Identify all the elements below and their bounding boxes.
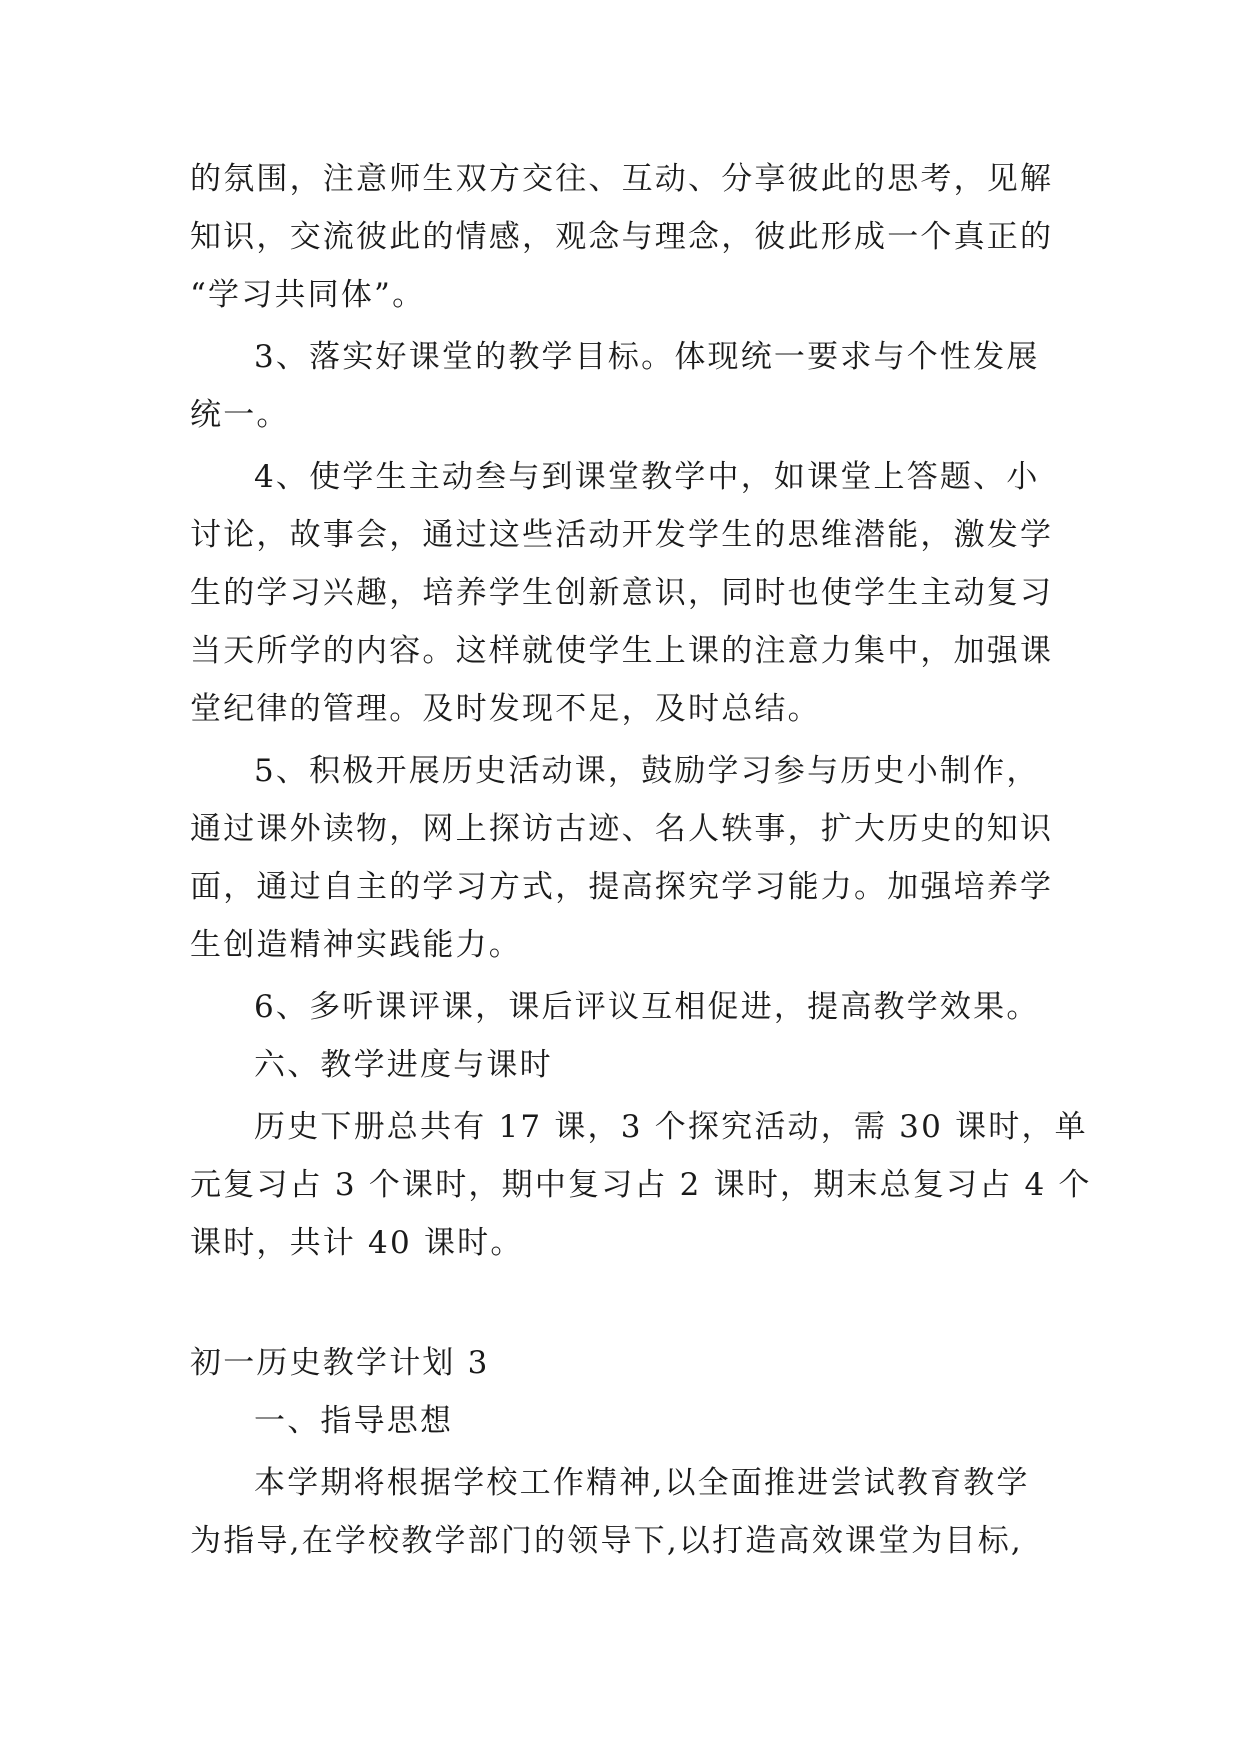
section-body-line: 元复习占 3 个课时，期中复习占 2 课时，期末总复习占 4 个	[190, 1167, 1092, 1203]
plan-body-line: 为指导,在学校教学部门的领导下,以打造高效课堂为目标,	[190, 1523, 1023, 1559]
plan-title: 初一历史教学计划 3	[190, 1345, 490, 1381]
item-4-line: 讨论，故事会，通过这些活动开发学生的思维潜能，激发学	[190, 517, 1054, 553]
item-3-line: 统一。	[190, 397, 290, 433]
item-5-line: 面，通过自主的学习方式，提高探究学习能力。加强培养学	[190, 869, 1054, 905]
item-4-line: 当天所学的内容。这样就使学生上课的注意力集中，加强课	[190, 633, 1054, 669]
paragraph-line: 的氛围，注意师生双方交往、互动、分享彼此的思考，见解	[190, 161, 1054, 197]
document-content	[190, 150, 1092, 1570]
item-6-line: 6、多听课评课，课后评议互相促进，提高教学效果。	[254, 989, 1040, 1025]
item-3-line: 3、落实好课堂的教学目标。体现统一要求与个性发展	[254, 339, 1040, 375]
item-5-line: 生创造精神实践能力。	[190, 927, 522, 963]
item-5-line: 通过课外读物，网上探访古迹、名人轶事，扩大历史的知识	[190, 811, 1054, 847]
section-heading: 六、教学进度与课时	[254, 1047, 553, 1083]
paragraph-line: “学习共同体”。	[190, 277, 426, 313]
section-heading: 一、指导思想	[254, 1403, 454, 1439]
section-body-line: 课时，共计 40 课时。	[190, 1225, 524, 1261]
paragraph-line: 知识，交流彼此的情感，观念与理念，彼此形成一个真正的	[190, 219, 1054, 255]
section-body-line: 历史下册总共有 17 课，3 个探究活动，需 30 课时，单	[254, 1109, 1088, 1145]
item-5-line: 5、积极开展历史活动课，鼓励学习参与历史小制作，	[254, 753, 1040, 789]
item-4-line: 堂纪律的管理。及时发现不足，及时总结。	[190, 691, 821, 727]
item-4-line: 4、使学生主动叁与到课堂教学中，如课堂上答题、小	[254, 459, 1040, 495]
item-4-line: 生的学习兴趣，培养学生创新意识，同时也使学生主动复习	[190, 575, 1054, 611]
plan-body-line: 本学期将根据学校工作精神,以全面推进尝试教育教学	[254, 1465, 1030, 1501]
